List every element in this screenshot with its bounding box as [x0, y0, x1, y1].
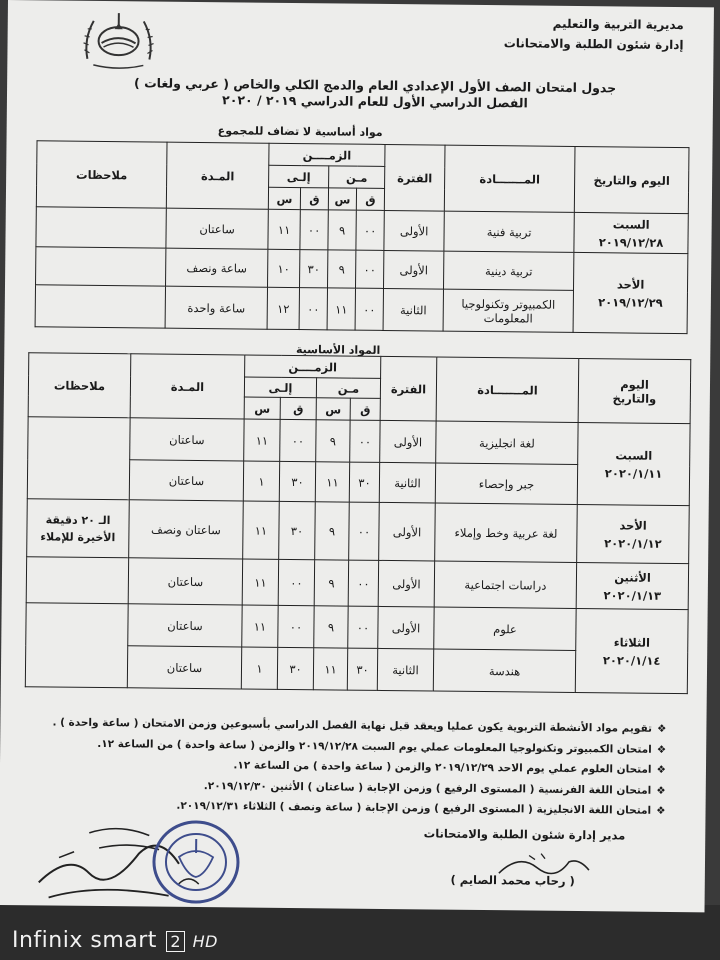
- to-s-cell: ١١: [242, 559, 279, 605]
- title-line-1: جدول امتحان الصف الأول الإعدادي العام والدمج الكلي والخاص ( عربي ولغات ): [133, 75, 617, 96]
- to-q-cell: ٠٠: [280, 419, 316, 461]
- from-s-cell: ٩: [316, 420, 350, 462]
- to-s-cell: ١: [241, 647, 277, 689]
- header-period: الفترة: [384, 144, 445, 211]
- header-duration: المـدة: [130, 354, 245, 419]
- header-to: إلـى: [244, 377, 316, 398]
- header-period: الفترة: [380, 356, 437, 421]
- schedule-table-core: [25, 352, 692, 694]
- to-s-cell: ١٢: [267, 287, 299, 329]
- watermark-model: smart: [90, 928, 157, 953]
- to-q-cell: ٣٠: [300, 250, 328, 288]
- manager-name: ( رحاب محمد الصايم ): [450, 872, 575, 888]
- header-to-q: ق: [280, 397, 316, 419]
- schedule-table-non-scored: [35, 140, 690, 334]
- to-s-cell: ١١: [242, 605, 278, 647]
- diamond-bullet-icon: ❖: [656, 784, 666, 797]
- subject-cell: تربية فنية: [444, 211, 574, 252]
- from-q-cell: ٠٠: [348, 606, 378, 648]
- day-date: ٢٠٢٠/١/١١: [604, 465, 663, 481]
- subject-cell: دراسات اجتماعية: [434, 561, 576, 608]
- from-s-cell: ٩: [328, 250, 356, 288]
- day-date: ٢٠٢٠/١/١٣: [603, 587, 662, 603]
- from-s-cell: ٩: [328, 210, 356, 250]
- notes-cell: [36, 207, 166, 248]
- duration-cell: ساعة ونصف: [166, 248, 268, 287]
- day-cell: [577, 504, 690, 563]
- to-s-cell: ١: [243, 461, 279, 501]
- notes-cell: [26, 557, 128, 604]
- camera-watermark: [12, 928, 218, 953]
- to-q-cell: ٣٠: [279, 501, 316, 559]
- to-q-cell: ٠٠: [278, 605, 314, 647]
- section2-title: المواد الأساسية: [295, 343, 381, 357]
- notes-cell: الـ ٢٠ دقيقة الأخيرة للإملاء: [27, 499, 130, 558]
- ministry-emblem-icon: [79, 9, 158, 72]
- watermark-brand: Infinix: [12, 928, 83, 953]
- day-date: ٢٠١٩/١٢/٢٨: [598, 234, 664, 250]
- to-q-cell: ٠٠: [300, 210, 328, 250]
- day-cell: [577, 422, 690, 505]
- from-s-cell: ٩: [314, 560, 348, 606]
- title-line-2: الفصل الدراسي الأول للعام الدراسي ٢٠١٩ / ٢٠٢٠: [222, 92, 528, 111]
- subject-cell: علوم: [434, 607, 576, 650]
- day-name: السبت: [615, 447, 653, 463]
- day-name: الأحد: [619, 517, 647, 533]
- day-name: الأثنين: [614, 569, 651, 585]
- duration-cell: ساعتان: [166, 208, 268, 249]
- subject-cell: هندسة: [433, 649, 575, 692]
- day-date: ٢٠١٩/١٢/٢٩: [598, 294, 663, 310]
- header-from-s: س: [328, 188, 356, 210]
- duration-cell: ساعتان: [129, 460, 243, 501]
- header-subject: المـــــــادة: [436, 357, 579, 422]
- header-from-q: ق: [350, 398, 380, 420]
- department-name: إدارة شئون الطلبة والامتحانات: [503, 36, 684, 53]
- notes-cell: [36, 247, 166, 286]
- table-row: [26, 557, 688, 610]
- watermark-number: 2: [166, 931, 185, 952]
- day-name: الأحد: [616, 276, 645, 292]
- from-q-cell: ٠٠: [349, 502, 380, 560]
- notes-list: [5, 712, 666, 821]
- table-row: [36, 207, 688, 254]
- header-to-q: ق: [300, 188, 328, 210]
- header-from-s: س: [316, 398, 350, 420]
- note-text: امتحان العلوم عملي يوم الاحد ٢٠١٩/١٢/٢٩ والزمن ( ساعة واحدة ) من الساعة ١٢.: [233, 759, 652, 776]
- to-s-cell: ١١: [268, 209, 300, 249]
- header-to-s: س: [268, 187, 300, 209]
- diamond-bullet-icon: ❖: [656, 722, 667, 735]
- duration-cell: ساعتان: [128, 604, 242, 647]
- directorate-name: مديرية التربية والتعليم: [552, 16, 684, 33]
- note-text: امتحان الكمبيوتر وتكنولوجيا المعلومات عملي يوم السبت ٢٠١٩/١٢/٢٨ والزمن ( ساعة واحدة ) من الساعة ١٢.: [97, 737, 652, 756]
- table-row: [28, 417, 690, 466]
- day-cell: [575, 608, 688, 693]
- day-cell: [574, 212, 688, 253]
- from-s-cell: ١١: [315, 462, 349, 502]
- period-cell: الثانية: [377, 648, 433, 691]
- section1-title: مواد أساسية لا تضاف للمجموع: [217, 124, 383, 139]
- subject-cell: الكمبيوتر وتكنولوجيا المعلومات: [443, 289, 573, 332]
- duration-cell: ساعة واحدة: [165, 286, 267, 329]
- to-q-cell: ٣٠: [277, 647, 313, 689]
- header-day: [578, 358, 691, 423]
- day-name: الثلاثاء: [613, 634, 651, 650]
- table-row: [26, 603, 688, 652]
- notes-cell: [35, 285, 165, 328]
- manager-title: مدير إدارة شئون الطلبة والامتحانات: [423, 826, 626, 843]
- period-cell: الثانية: [383, 288, 443, 331]
- duration-cell: ساعتان ونصف: [129, 500, 244, 559]
- period-cell: الأولى: [384, 210, 444, 251]
- header-to: إلـى: [269, 165, 329, 188]
- period-cell: الأولى: [378, 606, 434, 649]
- header-to-s: س: [244, 397, 280, 419]
- official-stamp: [149, 817, 245, 908]
- header-time: الزمــــن: [269, 143, 385, 166]
- day-date: ٢٠٢٠/١/١٢: [604, 535, 662, 551]
- from-s-cell: ٩: [315, 502, 350, 560]
- to-s-cell: ١١: [243, 501, 280, 559]
- note-text: تقويم مواد الأنشطة التربوية يكون عمليا ويعقد قبل نهاية الفصل الدراسي بأسبوعين وزمن الامتحان ( ساعة واحدة ) .: [52, 716, 653, 735]
- from-q-cell: ٣٠: [347, 648, 377, 690]
- from-q-cell: ٠٠: [355, 288, 383, 330]
- subject-cell: تربية دينية: [444, 251, 574, 290]
- notes-cell: [25, 603, 128, 688]
- day-cell: [573, 252, 688, 333]
- to-s-cell: ١٠: [268, 249, 300, 287]
- header-day-line1: اليوم: [620, 376, 649, 392]
- period-cell: الأولى: [384, 250, 444, 289]
- diamond-bullet-icon: ❖: [656, 763, 667, 776]
- note-text: امتحان اللغة الانجليزية ( المستوى الرفيع ) وزمن الإجابة ( ساعة ونصف ) الثلاثاء ٢٠١٩/١٢/٣١.: [176, 799, 652, 817]
- header-day: اليوم والتاريخ: [574, 146, 689, 213]
- from-q-cell: ٠٠: [350, 420, 380, 462]
- subject-cell: جبر وإحصاء: [435, 463, 577, 504]
- from-s-cell: ٩: [314, 606, 348, 648]
- diamond-bullet-icon: ❖: [656, 743, 667, 756]
- from-s-cell: ١١: [313, 648, 347, 690]
- from-s-cell: ١١: [327, 288, 355, 330]
- period-cell: الأولى: [378, 560, 434, 607]
- from-q-cell: ٠٠: [348, 560, 378, 606]
- to-q-cell: ٠٠: [278, 559, 314, 605]
- table-row: [27, 499, 690, 564]
- subject-cell: لغة انجليزية: [436, 421, 578, 464]
- header-time: الزمــــن: [245, 355, 381, 378]
- duration-cell: ساعتان: [130, 418, 244, 461]
- from-q-cell: ٠٠: [356, 250, 384, 288]
- header-notes: ملاحظات: [28, 353, 131, 418]
- header-from: مـن: [329, 166, 385, 189]
- note-text: امتحان اللغة الفرنسية ( المستوى الرفيع ) وزمن الإجابة ( ساعتان ) الأثنين ٢٠١٩/١٢/٣٠.: [203, 779, 652, 797]
- header-day-line2: والتاريخ: [612, 390, 657, 406]
- period-cell: الثانية: [379, 462, 435, 503]
- period-cell: الأولى: [380, 420, 436, 463]
- directorate-header: [504, 13, 684, 55]
- from-q-cell: ٠٠: [356, 210, 384, 250]
- period-cell: الأولى: [379, 502, 436, 561]
- subject-cell: لغة عربية وخط وإملاء: [435, 503, 578, 562]
- day-cell: [576, 562, 688, 609]
- duration-cell: ساعتان: [128, 558, 242, 605]
- header-from: مـن: [316, 378, 380, 399]
- diamond-bullet-icon: ❖: [656, 804, 666, 817]
- header-duration: المـدة: [166, 142, 269, 209]
- duration-cell: ساعتان: [127, 646, 241, 689]
- watermark-hd: HD: [192, 932, 218, 951]
- to-q-cell: ٣٠: [279, 461, 315, 501]
- header-notes: ملاحظات: [36, 141, 167, 208]
- to-q-cell: ٠٠: [299, 288, 327, 330]
- from-q-cell: ٣٠: [349, 462, 379, 502]
- header-from-q: ق: [356, 188, 384, 210]
- document-title: [67, 75, 683, 113]
- day-name: السبت: [612, 216, 650, 232]
- to-s-cell: ١١: [244, 419, 280, 461]
- day-date: ٢٠٢٠/١/١٤: [602, 652, 661, 668]
- header-subject: المـــــــادة: [444, 145, 575, 212]
- notes-cell: [27, 417, 130, 500]
